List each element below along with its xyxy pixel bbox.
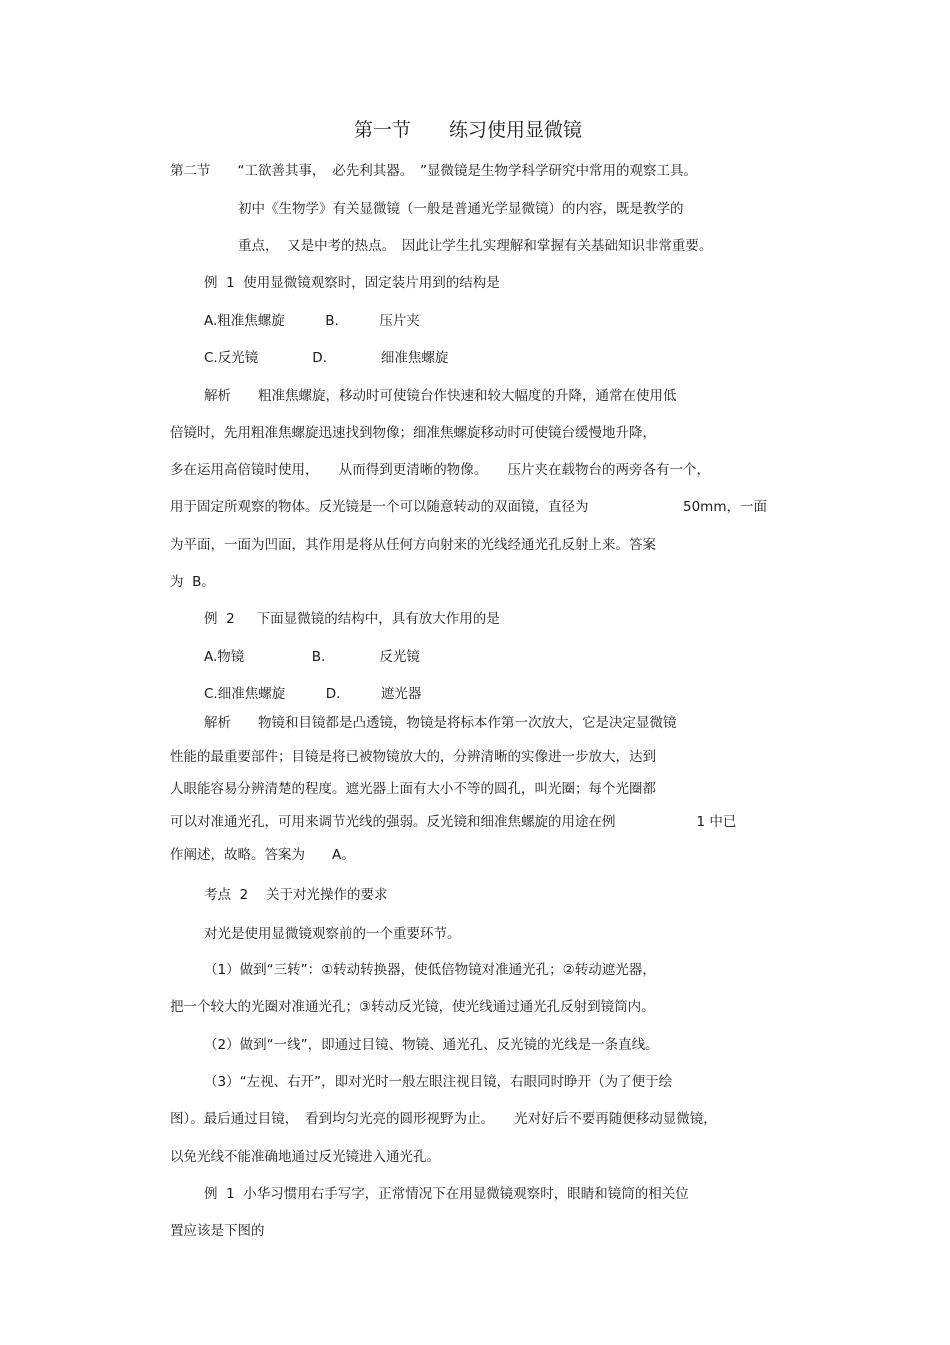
text-line: 人眼能容易分辨清楚的程度。遮光器上面有大小不等的圆孔，叫光圈；每个光圈都 — [170, 781, 656, 797]
text-line: 可以对准通光孔，可用来调节光线的强弱。反光镜和细准焦螺旋的用途在例 1 中已 — [170, 814, 737, 830]
text-line: 置应该是下图的 — [170, 1223, 265, 1239]
text-line: C.反光镜 D. 细准焦螺旋 — [204, 350, 449, 366]
text-line: A.粗准焦螺旋 B. 压片夹 — [204, 313, 420, 329]
text-line: 对光是使用显微镜观察前的一个重要环节。 — [204, 926, 461, 942]
text-line: 倍镜时，先用粗准焦螺旋迅速找到物像；细准焦螺旋移动时可使镜台缓慢地升降， — [170, 425, 656, 441]
text-line: 第二节 “工欲善其事， 必先利其器。 ”显微镜是生物学科学研究中常用的观察工具。 — [170, 163, 697, 179]
text-line: 为 B。 — [170, 574, 215, 590]
text-line: C.细准焦螺旋 D. 遮光器 — [204, 686, 422, 702]
text-line: 作阐述，故略。答案为 A。 — [170, 847, 355, 863]
text-line: 例 1 小华习惯用右手写字，正常情况下在用显微镜观察时，眼睛和镜筒的相关位 — [204, 1186, 689, 1202]
text-line: 用于固定所观察的物体。反光镜是一个可以随意转动的双面镜，直径为 50mm，一面 — [170, 499, 767, 515]
page-title: 第一节 练习使用显微镜 — [354, 119, 583, 141]
text-line: A.物镜 B. 反光镜 — [204, 649, 420, 665]
text-line: 重点， 又是中考的热点。 因此让学生扎实理解和掌握有关基础知识非常重要。 — [238, 238, 713, 254]
text-line: 初中《生物学》有关显微镜（一般是普通光学显微镜）的内容，既是教学的 — [238, 201, 684, 217]
text-line: 把一个较大的光圈对准通光孔；③转动反光镜，使光线通过通光孔反射到镜筒内。 — [170, 999, 655, 1015]
text-line: （1）做到“三转”：①转动转换器，使低倍物镜对准通光孔；②转动遮光器， — [204, 962, 656, 978]
text-line: 考点 2 关于对光操作的要求 — [204, 887, 388, 903]
text-line: （2）做到“一线”，即通过目镜、物镜、通光孔、反光镜的光线是一条直线。 — [204, 1037, 659, 1053]
text-line: 为平面，一面为凹面，其作用是将从任何方向射来的光线经通光孔反射上来。答案 — [170, 537, 656, 553]
text-line: （3）“左视、右开”，即对光时一般左眼注视目镜，右眼同时睁开（为了便于绘 — [204, 1074, 673, 1090]
text-line: 例 1 使用显微镜观察时，固定装片用到的结构是 — [204, 275, 500, 291]
text-line: 解析 物镜和目镜都是凸透镜，物镜是将标本作第一次放大，它是决定显微镜 — [204, 715, 677, 731]
text-line: 图）。最后通过目镜， 看到均匀光亮的圆形视野为止。 光对好后不要再随便移动显微镜， — [170, 1111, 717, 1127]
text-line: 以免光线不能准确地通过反光镜进入通光孔。 — [170, 1149, 440, 1165]
text-line: 解析 粗准焦螺旋，移动时可使镜台作快速和较大幅度的升降，通常在使用低 — [204, 388, 677, 404]
text-line: 多在运用高倍镜时使用， 从而得到更清晰的物像。 压片夹在载物台的两旁各有一个， — [170, 462, 710, 478]
text-line: 性能的最重要部件；目镜是将已被物镜放大的，分辨清晰的实像进一步放大，达到 — [170, 749, 656, 765]
text-line: 例 2 下面显微镜的结构中，具有放大作用的是 — [204, 611, 500, 627]
